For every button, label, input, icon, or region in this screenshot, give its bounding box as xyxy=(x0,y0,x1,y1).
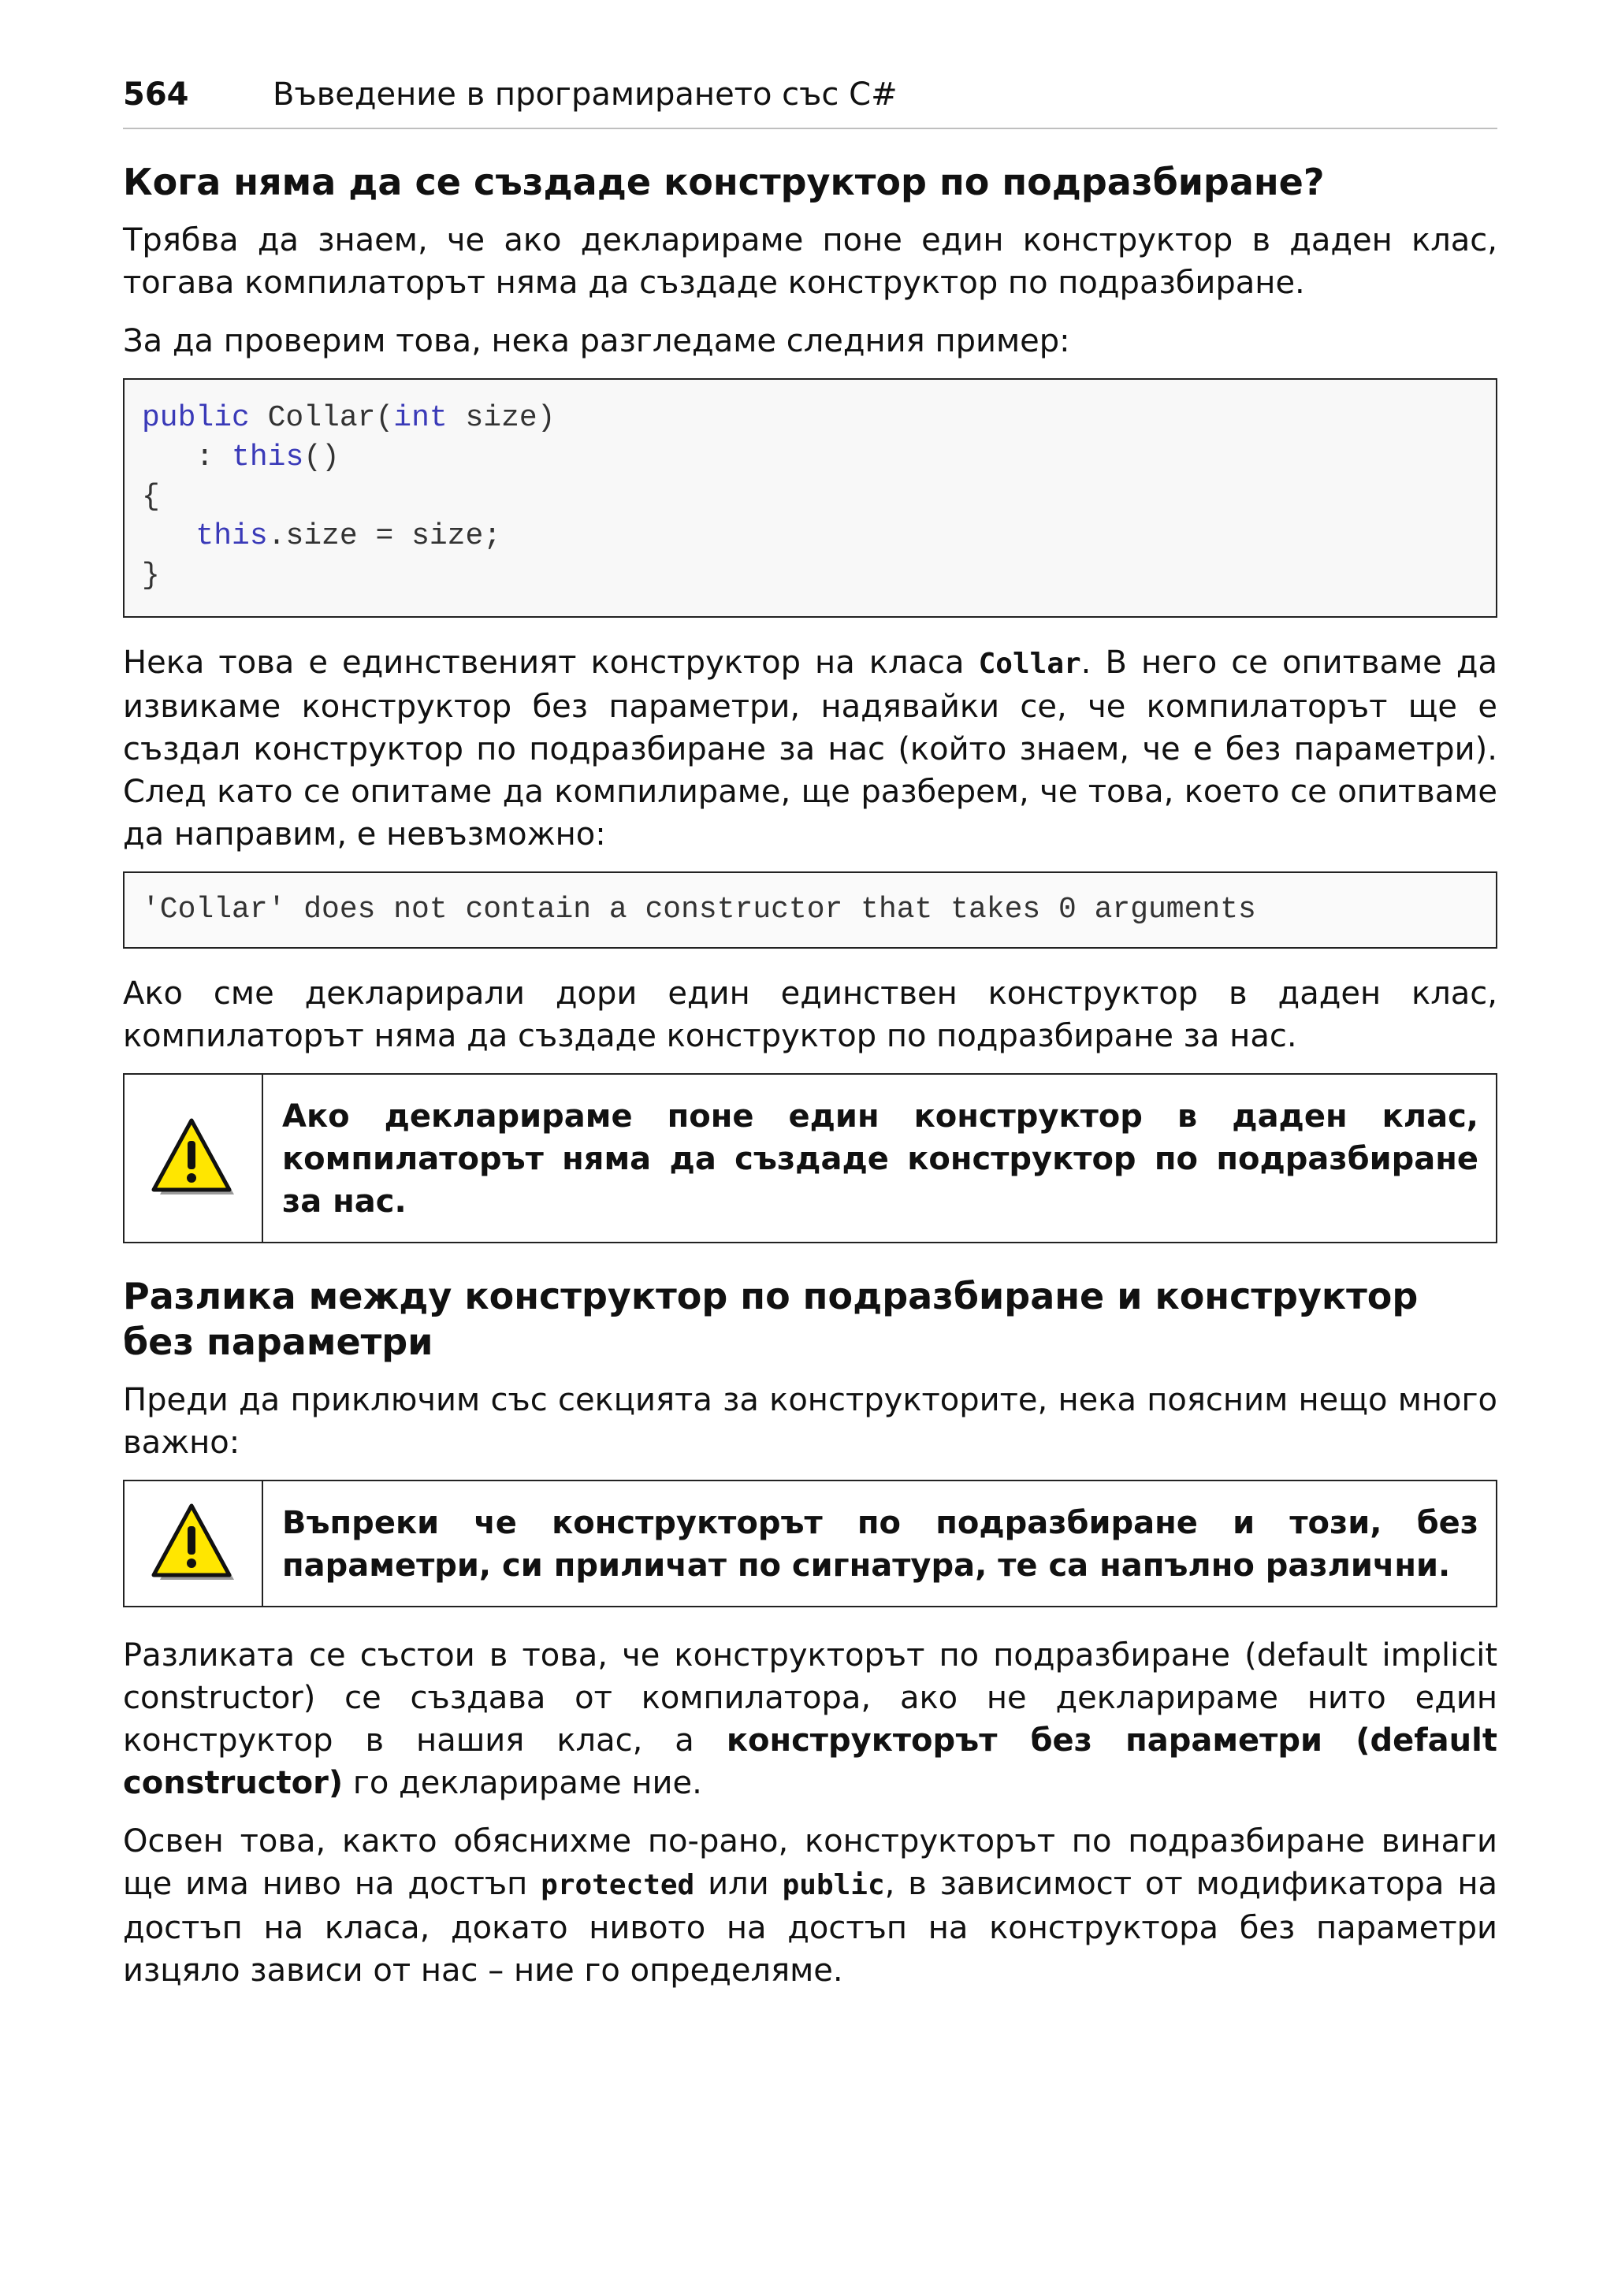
code-line xyxy=(142,399,1478,438)
text-run: Нека това е единственият конструктор на класа xyxy=(123,645,979,681)
paragraph xyxy=(123,1820,1497,1992)
inline-code: public xyxy=(782,1869,885,1901)
book-page xyxy=(123,76,1497,2008)
bold-term: конструкторът без параметри (default constructor) xyxy=(123,1722,1497,1801)
warning-text: Ако декларираме поне един конструктор в даден клас, компилаторът няма да създаде конструктор по подразбиране за нас. xyxy=(282,1098,1478,1220)
warning-icon-cell xyxy=(125,1075,263,1242)
code-text xyxy=(142,519,195,553)
text-run: , в зависимост от модификатора на достъп на класа, докато нивото на достъп на конструктора без параметри изцяло зависи от нас – ние го определяме. xyxy=(123,1866,1497,1989)
code-text: .size = size; xyxy=(267,519,502,553)
text-run: Разликата се състои в това, че конструкторът по подразбиране (default implicit constructor) се създава от компилатора, ако не декларираме нито един конструктор в нашия клас, а xyxy=(123,1637,1497,1759)
code-text: () xyxy=(303,440,340,474)
warning-icon-cell xyxy=(125,1481,263,1606)
paragraph: Трябва да знаем, че ако декларираме поне един конструктор в даден клас, тогава компилаторът няма да създаде конструктор по подразбиране. xyxy=(123,222,1497,301)
code-keyword: int xyxy=(393,401,448,435)
paragraph xyxy=(123,641,1497,856)
code-keyword: public xyxy=(142,401,250,435)
paragraph: Ако сме декларирали дори един единствен конструктор в даден клас, компилаторът няма да създаде конструктор по подразбиране за нас. xyxy=(123,975,1497,1054)
code-line xyxy=(142,517,1478,556)
code-text: size) xyxy=(447,401,556,435)
running-header xyxy=(123,76,1497,129)
compiler-error-message: 'Collar' does not contain a constructor that takes 0 arguments xyxy=(123,871,1497,949)
section-heading-no-default-constructor: Кога няма да се създаде конструктор по подразбиране? xyxy=(123,161,1325,203)
code-text: } xyxy=(142,559,160,593)
warning-icon xyxy=(149,1117,237,1199)
text-run: или xyxy=(694,1866,783,1902)
paragraph: За да проверим това, нека разгледаме следния пример: xyxy=(123,323,1070,359)
code-text: { xyxy=(142,480,160,514)
paragraph xyxy=(123,1634,1497,1804)
inline-code: protected xyxy=(541,1869,695,1901)
paragraph: Преди да приключим със секцията за конструкторите, нека поясним нещо много важно: xyxy=(123,1382,1497,1461)
text-run: Освен това, както обяснихме по-рано, конструкторът по подразбиране винаги ще има ниво на достъп xyxy=(123,1823,1497,1902)
warning-note xyxy=(123,1480,1497,1607)
warning-note xyxy=(123,1073,1497,1243)
inline-code: Collar xyxy=(978,648,1081,680)
code-keyword: this xyxy=(232,440,304,474)
text-run: . В него се опитваме да извикаме конструктор без параметри, надявайки се, че компилаторът ще е създал конструктор по подразбиране за нас (който знаем, че е без параметри). След като се опитаме да компилираме, ще разберем, че това, което се опитваме да направим, е невъзможно: xyxy=(123,645,1498,853)
code-text: Collar( xyxy=(249,401,394,435)
section-heading-default-vs-parameterless: Разлика между конструктор по подразбиране и конструктор без параметри xyxy=(123,1275,1419,1363)
code-line xyxy=(142,477,1478,517)
code-line xyxy=(142,556,1478,596)
book-title: Въведение в програмирането със C# xyxy=(273,76,898,113)
warning-icon xyxy=(149,1503,237,1585)
warning-text: Въпреки че конструкторът по подразбиране и този, без параметри, си приличат по сигнатура, те са напълно различни. xyxy=(282,1505,1478,1584)
code-listing xyxy=(123,378,1497,618)
text-run: го декларираме ние. xyxy=(343,1765,702,1801)
page-number: 564 xyxy=(123,76,189,113)
code-keyword: this xyxy=(195,519,268,553)
code-line xyxy=(142,438,1478,477)
code-text: : xyxy=(142,440,232,474)
